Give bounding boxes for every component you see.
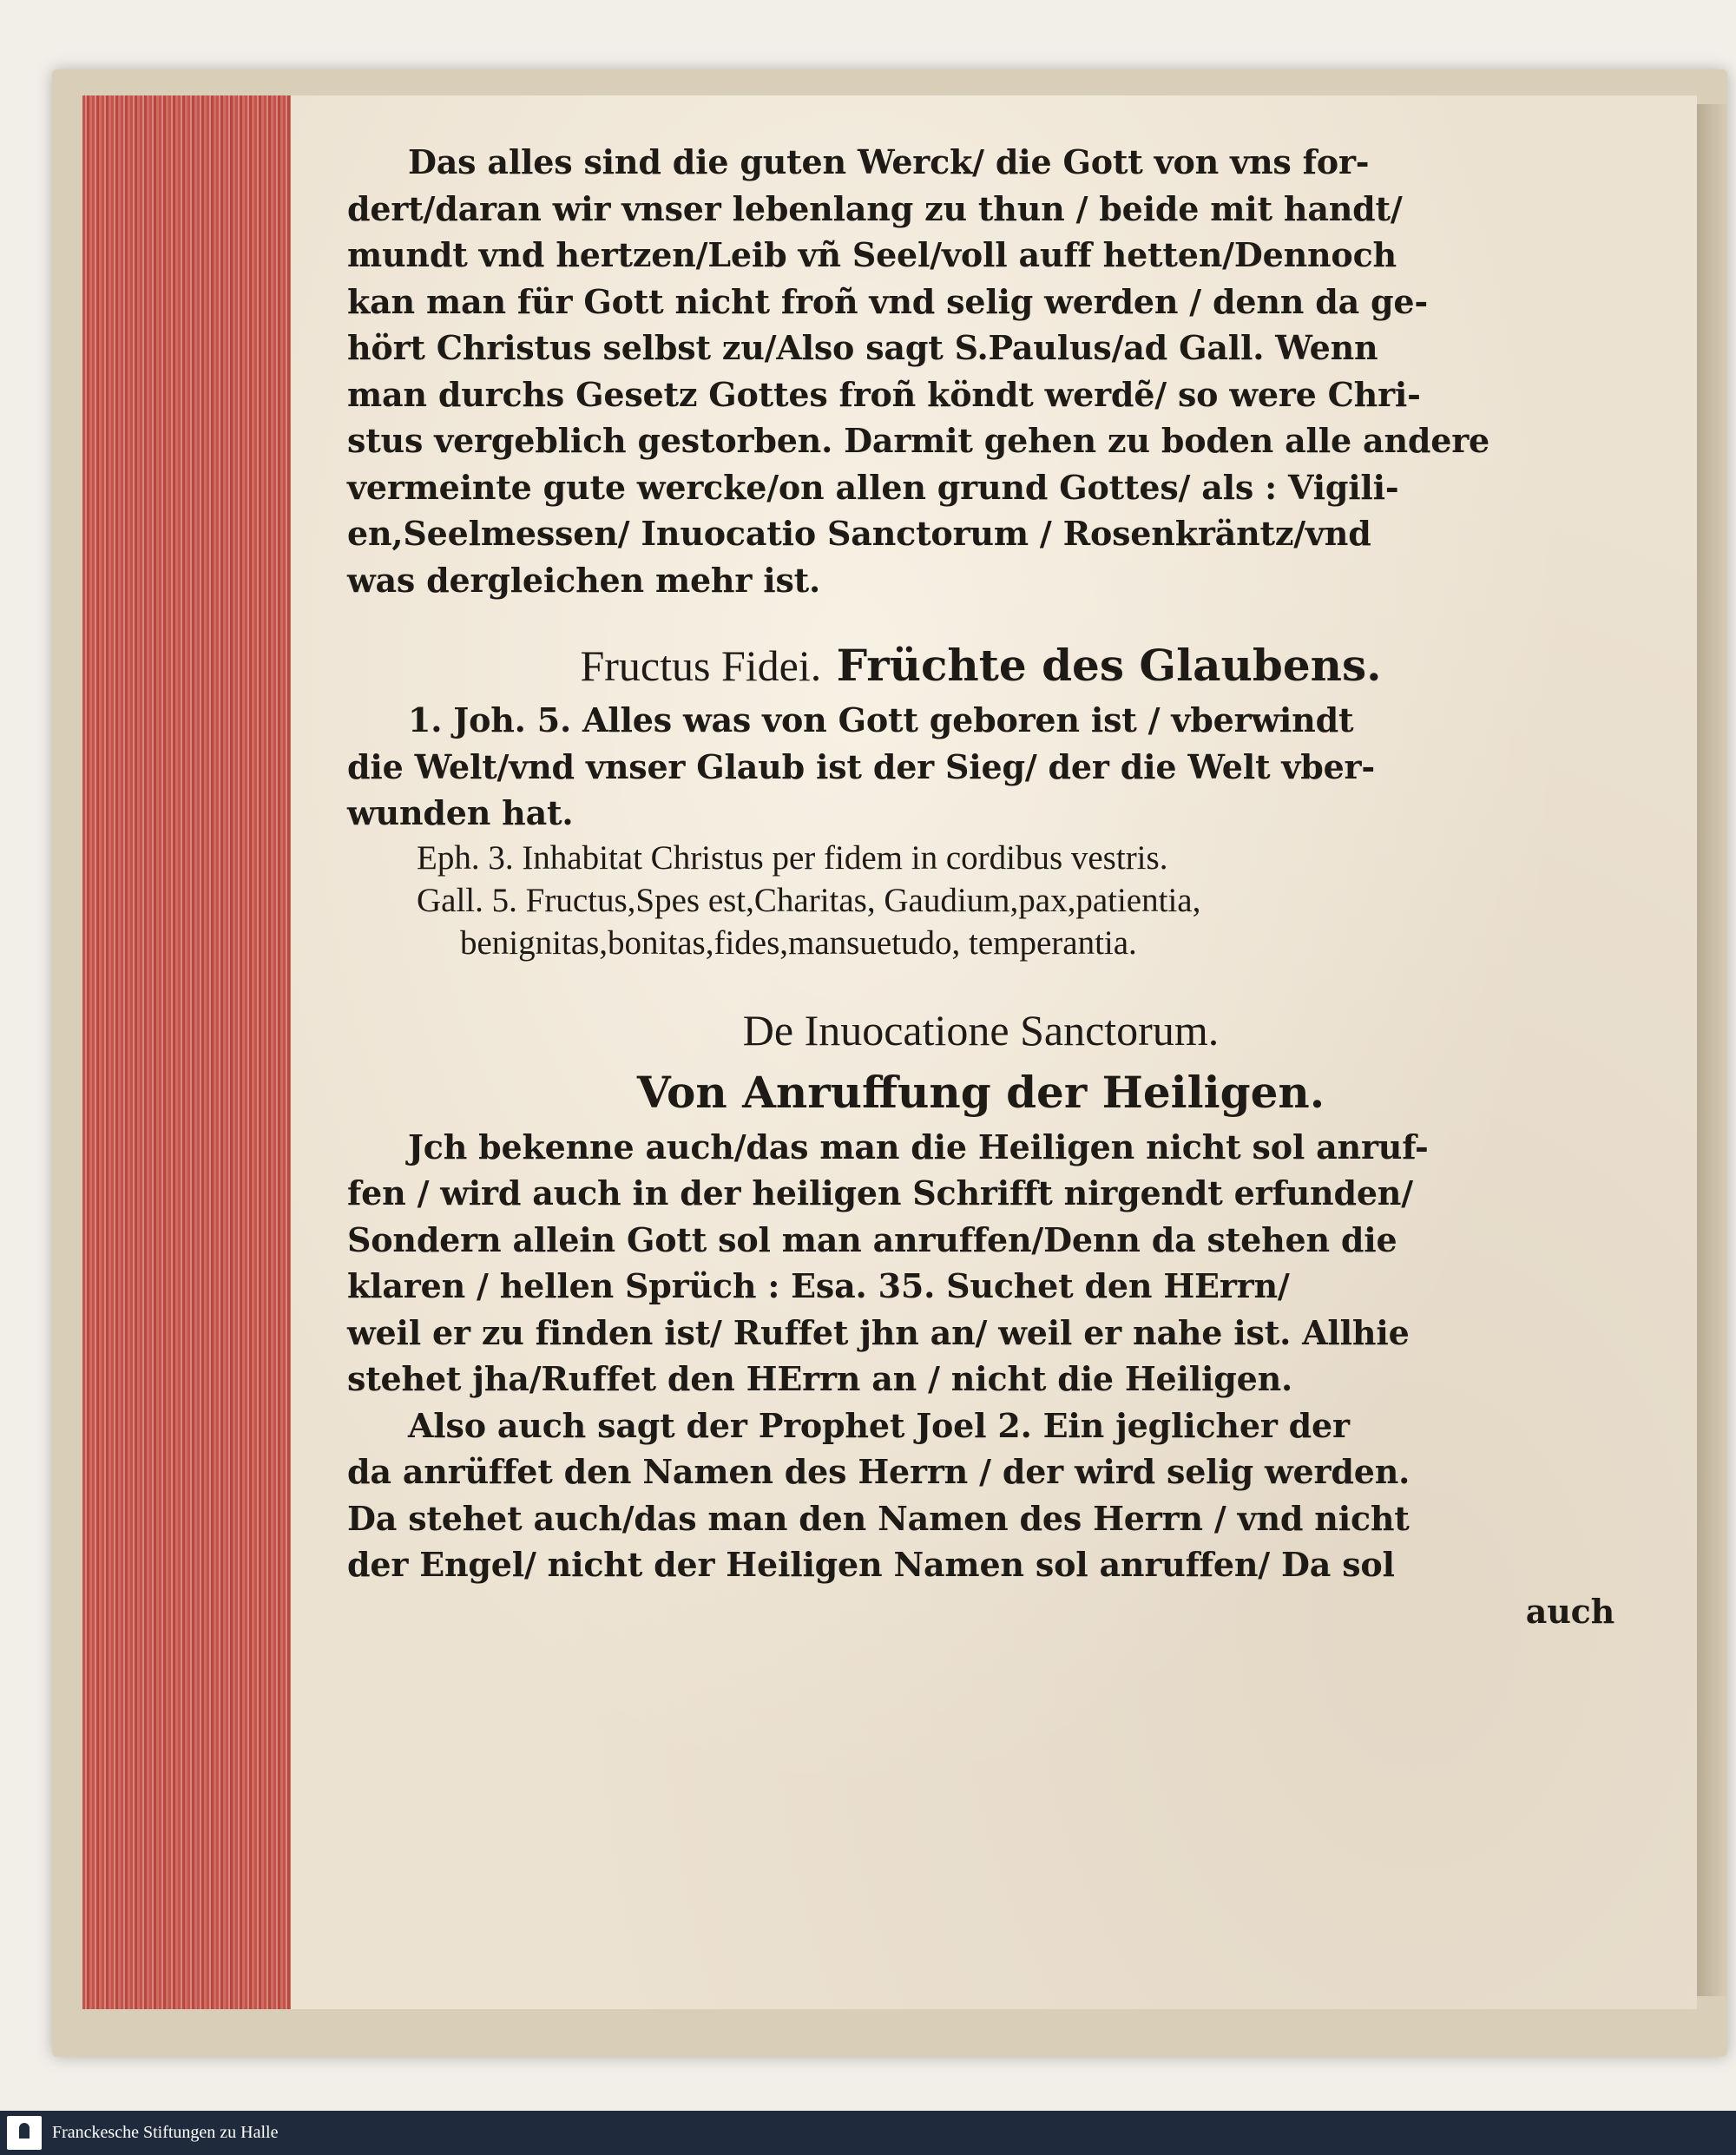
text-line: dert/daran wir vnser lebenlang zu thun / beide mit handt/ xyxy=(347,188,1403,228)
page-text xyxy=(347,139,1614,1634)
text-line: en,Seelmessen/ Inuocatio Sanctorum / Rosenkräntz/vnd xyxy=(347,514,1371,553)
text-line: Jch bekenne auch/das man die Heiligen nicht sol anruf- xyxy=(408,1127,1429,1166)
latin-quote-line: Gall. 5. Fructus,Spes est,Charitas, Gaudium,pax,patientia, xyxy=(417,881,1201,919)
page-edges xyxy=(82,95,293,2009)
text-line: kan man für Gott nicht froñ vnd selig werden / denn da ge- xyxy=(347,281,1428,321)
text-line: stus vergeblich gestorben. Darmit gehen zu boden alle andere xyxy=(347,421,1490,460)
footer-bar xyxy=(0,2111,1736,2155)
text-line: klaren / hellen Sprüch : Esa. 35. Suchet den HErrn/ xyxy=(347,1266,1290,1305)
section-heading-german: Von Anruffung der Heiligen. xyxy=(636,1066,1325,1118)
text-line: was dergleichen mehr ist. xyxy=(347,560,821,600)
text-line: man durchs Gesetz Gottes froñ köndt werdẽ/ so were Chri- xyxy=(347,374,1421,414)
text-line: mundt vnd hertzen/Leib vñ Seel/voll auff hetten/Dennoch xyxy=(347,235,1397,274)
book-gutter xyxy=(1697,104,1727,1996)
heading-latin: Fructus Fidei. xyxy=(580,641,822,690)
section-heading-latin: De Inuocatione Sanctorum. xyxy=(742,1005,1220,1055)
section-heading-fructus xyxy=(347,634,1614,697)
text-line: die Welt/vnd vnser Glaub ist der Sieg/ der die Welt vber- xyxy=(347,746,1375,786)
text-line: Das alles sind die guten Werck/ die Gott von vns for- xyxy=(408,142,1370,181)
text-line: Da stehet auch/das man den Namen des Herrn / vnd nicht xyxy=(347,1498,1410,1538)
text-line: fen / wird auch in der heiligen Schrifft nirgendt erfunden/ xyxy=(347,1173,1413,1212)
latin-quote-line: Eph. 3. Inhabitat Christus per fidem in cordibus vestris. xyxy=(417,838,1168,877)
text-line: Also auch sagt der Prophet Joel 2. Ein jeglicher der xyxy=(408,1405,1350,1445)
footer-text: Franckesche Stiftungen zu Halle xyxy=(52,2123,279,2142)
text-line: hört Christus selbst zu/Also sagt S.Paulus/ad Gall. Wenn xyxy=(347,328,1378,367)
text-line: 1. Joh. 5. Alles was von Gott geboren ist / vberwindt xyxy=(408,700,1354,739)
institution-logo-icon xyxy=(7,2116,42,2150)
text-line: vermeinte gute wercke/on allen grund Gottes/ als : Vigili- xyxy=(347,467,1399,507)
text-line: wunden hat. xyxy=(347,793,574,832)
latin-quote-line: benignitas,bonitas,fides,mansuetudo, temperantia. xyxy=(460,923,1137,962)
text-line: Sondern allein Gott sol man anruffen/Denn da stehen die xyxy=(347,1219,1397,1259)
text-line: da anrüffet den Namen des Herrn / der wird selig werden. xyxy=(347,1452,1410,1491)
catchword: auch xyxy=(1525,1591,1614,1631)
heading-german: Früchte des Glaubens. xyxy=(836,640,1382,691)
text-line: der Engel/ nicht der Heiligen Namen sol anruffen/ Da sol xyxy=(347,1545,1395,1584)
text-line: stehet jha/Ruffet den HErrn an / nicht die Heiligen. xyxy=(347,1359,1293,1398)
text-line: weil er zu finden ist/ Ruffet jhn an/ weil er nahe ist. Allhie xyxy=(347,1312,1410,1352)
